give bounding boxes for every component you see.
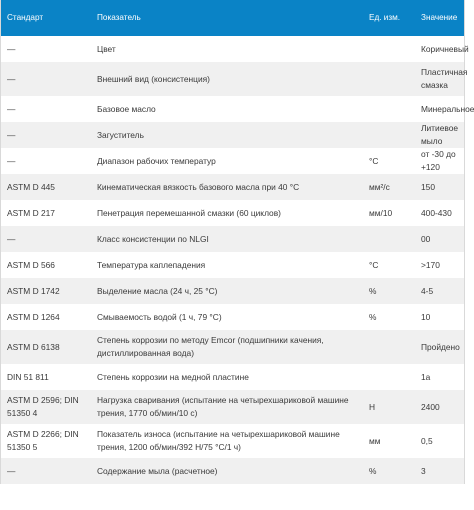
cell-indicator: Выделение масла (24 ч, 25 °C)	[91, 278, 363, 304]
table-row	[1, 364, 464, 390]
cell-indicator: Кинематическая вязкость базового масла при 40 °C	[91, 174, 363, 200]
cell-unit: мм²/с	[363, 174, 415, 200]
cell-unit	[363, 330, 415, 364]
cell-standard: ASTM D 2596; DIN 51350 4	[1, 390, 91, 424]
cell-standard: ASTM D 1264	[7, 311, 60, 322]
table-row	[1, 200, 464, 226]
cell-standard: ASTM D 217	[7, 207, 55, 218]
cell-indicator: Степень коррозии по методу Emcor (подшипники качения, дистиллированная вода)	[91, 330, 363, 364]
cell-unit	[363, 36, 415, 62]
cell-indicator: Класс консистенции по NLGI	[91, 226, 363, 252]
cell-unit	[363, 226, 415, 252]
cell-value: 10	[421, 311, 431, 322]
cell-indicator: Загуститель	[91, 122, 363, 148]
specs-table	[1, 0, 474, 484]
table-row	[1, 174, 464, 200]
table-row	[1, 252, 464, 278]
table-row	[1, 304, 464, 330]
cell-unit: %	[363, 278, 415, 304]
cell-unit: %	[369, 311, 377, 322]
cell-standard: ASTM D 566	[7, 259, 55, 270]
cell-standard: ASTM D 1742	[1, 278, 91, 304]
cell-indicator: Показатель износа (испытание на четырехшариковой машине трения, 1200 об/мин/392 Н/75 °C/1 ч)	[97, 429, 340, 452]
cell-indicator: Содержание мыла (расчетное)	[91, 458, 363, 484]
cell-unit	[363, 96, 415, 122]
cell-unit: мм/10	[369, 207, 393, 218]
cell-indicator: Диапазон рабочих температур	[97, 155, 216, 166]
table-row	[1, 424, 464, 458]
table-row	[1, 96, 464, 122]
table-row	[1, 390, 464, 424]
cell-indicator: Внешний вид (консистенция)	[91, 62, 363, 96]
cell-value: 00	[415, 226, 464, 252]
cell-indicator: Смываемость водой (1 ч, 79 °C)	[97, 311, 222, 322]
cell-standard: —	[1, 62, 91, 96]
cell-standard: ASTM D 2266; DIN 51350 5	[7, 429, 79, 452]
cell-standard: ASTM D 6138	[1, 330, 91, 364]
table-row	[1, 226, 464, 252]
cell-standard: —	[1, 122, 91, 148]
table-row	[1, 122, 464, 148]
table-row	[1, 148, 464, 174]
cell-value: 1a	[421, 371, 431, 382]
cell-standard: —	[7, 103, 16, 114]
table-header-row	[1, 0, 464, 36]
cell-value: >170	[421, 259, 440, 270]
cell-value: Литиевое мыло	[415, 122, 464, 148]
cell-value: 150	[415, 174, 464, 200]
cell-value: от -30 до +120	[421, 149, 456, 172]
cell-indicator: Температура каплепадения	[97, 259, 206, 270]
table-row	[1, 36, 464, 62]
cell-indicator: Нагрузка сваривания (испытание на четырехшариковой машине трения, 1770 об/мин/10 с)	[91, 390, 363, 424]
cell-standard: ASTM D 445	[1, 174, 91, 200]
cell-value: Коричневый	[421, 43, 469, 54]
cell-unit: %	[363, 458, 415, 484]
cell-unit	[363, 62, 415, 96]
cell-value: 400-430	[421, 207, 452, 218]
cell-unit	[363, 122, 415, 148]
table-row	[1, 458, 464, 484]
cell-value: Пройдено	[415, 330, 464, 364]
cell-value: 0,5	[421, 435, 433, 446]
table-row	[1, 62, 464, 96]
cell-value: 2400	[415, 390, 464, 424]
cell-indicator: Степень коррозии на медной пластине	[97, 371, 249, 382]
table-row	[1, 330, 464, 364]
cell-value: Минеральное	[421, 103, 474, 114]
cell-value: 4-5	[415, 278, 464, 304]
cell-unit	[363, 364, 415, 390]
cell-value: Пластичная смазка	[415, 62, 464, 96]
cell-value: 3	[415, 458, 464, 484]
cell-unit: °C	[369, 155, 379, 166]
cell-standard: —	[1, 458, 91, 484]
header-unit: Ед. изм.	[363, 0, 415, 36]
cell-indicator: Цвет	[97, 43, 116, 54]
cell-standard: —	[7, 155, 16, 166]
cell-standard: —	[1, 226, 91, 252]
cell-standard: DIN 51 811	[7, 371, 49, 382]
header-value: Значение	[415, 0, 464, 36]
cell-unit: °C	[369, 259, 379, 270]
header-indicator: Показатель	[91, 0, 363, 36]
header-standard: Стандарт	[1, 0, 91, 36]
cell-unit: Н	[363, 390, 415, 424]
table-row	[1, 278, 464, 304]
cell-standard: —	[7, 43, 16, 54]
cell-unit: мм	[369, 435, 381, 446]
cell-indicator: Базовое масло	[97, 103, 156, 114]
cell-indicator: Пенетрация перемешанной смазки (60 циклов)	[97, 207, 281, 218]
